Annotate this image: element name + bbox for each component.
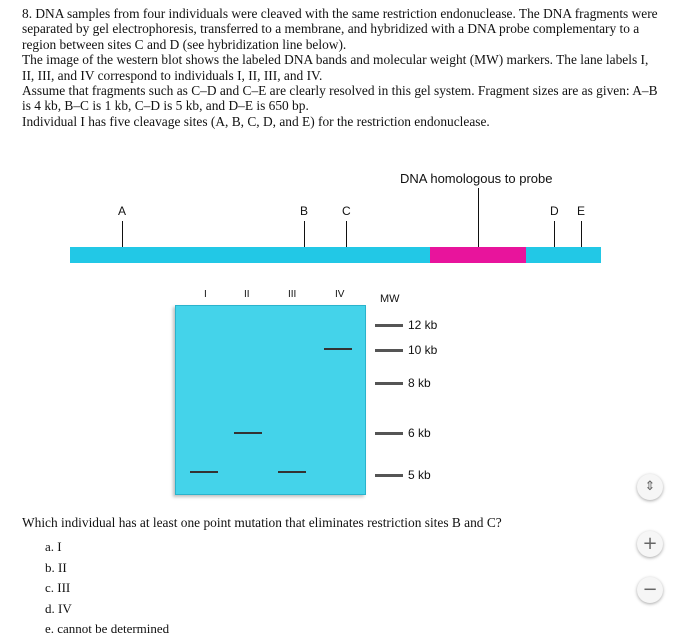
marker-line-12kb (375, 324, 403, 327)
marker-line-6kb (375, 432, 403, 435)
marker-label-8kb: 8 kb (408, 376, 431, 390)
marker-label-12kb: 12 kb (408, 318, 438, 332)
site-tick-b (304, 221, 305, 248)
band-lane-iii-5kb (278, 471, 306, 473)
site-tick-c (346, 221, 347, 248)
choice-c[interactable]: c. III (45, 580, 71, 595)
marker-label-6kb: 6 kb (408, 426, 431, 440)
minus-icon: − (642, 579, 658, 600)
plus-icon: + (642, 533, 658, 554)
gel-slab (175, 305, 366, 495)
mw-label: MW (380, 293, 400, 305)
question-text (22, 6, 662, 129)
lane-label-ii: II (244, 289, 250, 300)
zoom-in-button[interactable] (637, 531, 663, 557)
question-paragraph: Assume that fragments such as C–D and C–E are clearly resolved in this gel system. Fragment sizes are as given: A–B is 4 kb, B–C is 1 kb, C–D is 5 kb, and D–E is 650 bp. (22, 83, 658, 114)
choice-b[interactable]: b. II (45, 559, 67, 575)
band-lane-iv-10kb (324, 348, 352, 350)
lane-label-i: I (204, 289, 207, 300)
lane-label-iv: IV (335, 289, 345, 300)
site-tick-d (554, 221, 555, 248)
lane-label-iii: III (288, 289, 297, 300)
marker-label-10kb: 10 kb (408, 343, 438, 357)
question-paragraph: The image of the western blot shows the labeled DNA bands and molecular weight (MW) markers. The lane labels I, II, III, and IV correspond to individuals I, II, III, and IV. (22, 52, 649, 83)
probe-label: DNA homologous to probe (400, 171, 553, 186)
probe-region (430, 247, 526, 263)
band-lane-ii-6kb (234, 432, 262, 434)
marker-line-8kb (375, 382, 403, 385)
zoom-out-button[interactable] (637, 577, 663, 603)
choice-d[interactable]: d. IV (45, 600, 72, 616)
site-label-b: B (300, 204, 309, 218)
site-tick-a (122, 221, 123, 248)
site-label-d: D (550, 204, 559, 218)
choice-e[interactable]: e. cannot be determined (45, 621, 170, 636)
answer-choices (45, 537, 169, 640)
band-lane-i-5kb (190, 471, 218, 473)
question-paragraph: Individual I has five cleavage sites (A, B, C, D, and E) for the restriction endonuclease. (22, 113, 490, 129)
prompt-text: Which individual has at least one point mutation that eliminates restriction sites B and C? (22, 515, 502, 530)
fit-page-icon: ⇕ (644, 479, 656, 494)
marker-label-5kb: 5 kb (408, 468, 431, 482)
choice-a[interactable]: a. I (45, 539, 62, 554)
site-label-a: A (118, 204, 127, 218)
marker-line-5kb (375, 474, 403, 477)
fit-page-button[interactable] (637, 474, 663, 500)
site-tick-e (581, 221, 582, 248)
site-label-c: C (342, 204, 351, 218)
site-label-e: E (577, 204, 586, 218)
probe-pointer (478, 188, 479, 248)
marker-line-10kb (375, 349, 403, 352)
question-paragraph: 8. DNA samples from four individuals were cleaved with the same restriction endonuclease. The DNA fragments were separated by gel electrophoresis, transferred to a membrane, and hybridized with a DNA probe complementary to a region between sites C and D (see hybridization line below). (22, 6, 658, 52)
